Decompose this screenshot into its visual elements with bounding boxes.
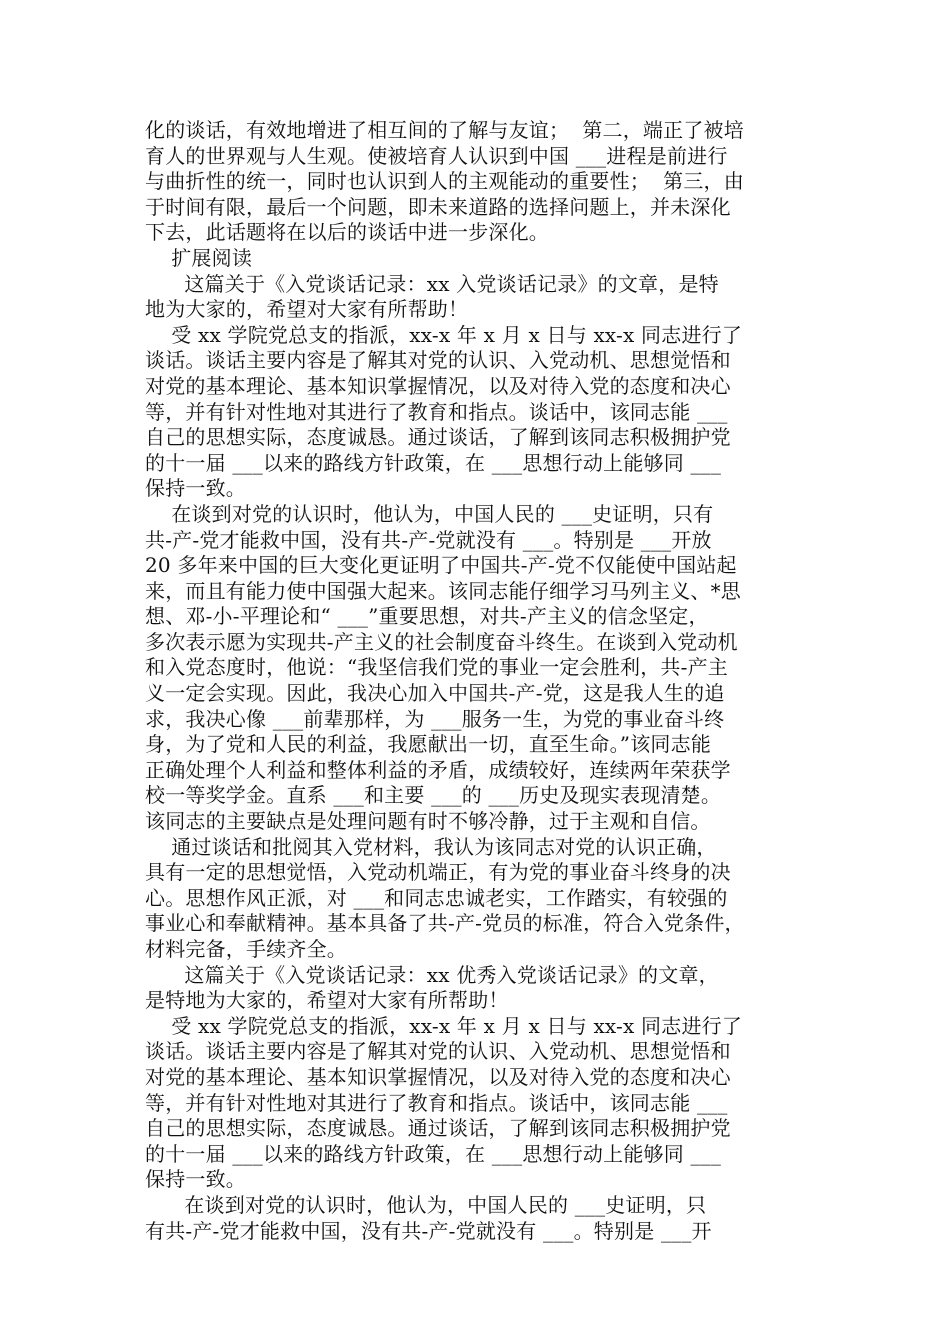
text-line: 校一等奖学金。直系 ___和主要 ___的 ___历史及现实表现清楚。 — [145, 783, 722, 808]
text-line: 通过谈话和批阅其入党材料，我认为该同志对党的认识正确， — [145, 834, 717, 859]
text-line: 谈话。谈话主要内容是了解其对党的认识、入党动机、思想觉悟和 — [145, 1039, 731, 1064]
text-line: 心。思想作风正派，对 ___和同志忠诚老实，工作踏实，有较强的 — [145, 885, 728, 910]
text-line: 求，我决心像 ___前辈那样，为 ___服务一生，为党的事业奋斗终 — [145, 706, 725, 731]
text-line: 身，为了党和人民的利益，我愿献出一切，直至生命。”该同志能 — [145, 732, 712, 757]
text-line: 育人的世界观与人生观。使被培育人认识到中国 ___进程是前进行 — [145, 143, 728, 168]
text-line: 受 xx 学院党总支的指派，xx-x 年 x 月 x 日与 xx-x 同志进行了 — [145, 1013, 743, 1038]
text-line: 的十一届 ___以来的路线方针政策，在 ___思想行动上能够同 ___ — [145, 1141, 722, 1166]
text-line: 正确处理个人利益和整体利益的矛盾，成绩较好，连续两年荣获学 — [145, 757, 731, 782]
text-line: 是特地为大家的，希望对大家有所帮助！ — [145, 988, 509, 1013]
text-line: 化的谈话，有效地增进了相互间的了解与友谊； 第二，端正了被培 — [145, 118, 744, 142]
text-line: 地为大家的，希望对大家有所帮助！ — [145, 297, 469, 322]
text-line: 于时间有限，最后一个问题，即未来道路的选择问题上，并未深化 — [145, 194, 731, 219]
text-line: 自己的思想实际，态度诚恳。通过谈话，了解到该同志积极拥护党 — [145, 1116, 731, 1141]
text-line: 等，并有针对性地对其进行了教育和指点。谈话中，该同志能 ___ — [145, 1090, 728, 1115]
text-line: 对党的基本理论、基本知识掌握情况，以及对待入党的态度和决心 — [145, 373, 731, 398]
text-line: 事业心和奉献精神。基本具备了共-产-党员的标准，符合入党条件， — [145, 911, 745, 936]
text-line: 等，并有针对性地对其进行了教育和指点。谈话中，该同志能 ___ — [145, 399, 728, 424]
text-line: 有共-产-党才能救中国，没有共-产-党就没有 ___。特别是 ___开 — [145, 1218, 712, 1243]
text-line: 和入党态度时，他说：“我坚信我们党的事业一定会胜利，共-产主 — [145, 655, 728, 680]
text-line: 自己的思想实际，态度诚恳。通过谈话，了解到该同志积极拥护党 — [145, 425, 731, 450]
text-line: 下去，此话题将在以后的谈话中进一步深化。 — [145, 220, 549, 245]
text-line: 在谈到对党的认识时，他认为，中国人民的 ___史证明，只 — [145, 1192, 707, 1217]
text-line: 这篇关于《入党谈话记录：xx 入党谈话记录》的文章，是特 — [145, 271, 719, 296]
text-line: 在谈到对党的认识时，他认为，中国人民的 ___史证明，只有 — [145, 501, 714, 526]
text-line: 扩展阅读 — [145, 245, 253, 270]
text-line: 共-产-党才能救中国，没有共-产-党就没有 ___。特别是 ___开放 — [145, 527, 712, 552]
text-line: 受 xx 学院党总支的指派，xx-x 年 x 月 x 日与 xx-x 同志进行了 — [145, 322, 743, 347]
text-line: 具有一定的思想觉悟，入党动机端正，有为党的事业奋斗终身的决 — [145, 860, 731, 885]
text-line: 义一定会实现。因此，我决心加入中国共-产-党，这是我人生的追 — [145, 681, 725, 706]
text-line: 来，而且有能力使中国强大起来。该同志能仔细学习马列主义、*思 — [145, 578, 741, 603]
text-line: 材料完备，手续齐全。 — [145, 937, 347, 961]
text-line: 20 多年来中国的巨大变化更证明了中国共-产-党不仅能使中国站起 — [145, 553, 737, 578]
text-line: 多次表示愿为实现共-产主义的社会制度奋斗终生。在谈到入党动机 — [145, 629, 738, 654]
text-line: 对党的基本理论、基本知识掌握情况，以及对待入党的态度和决心 — [145, 1064, 731, 1089]
text-line: 这篇关于《入党谈话记录：xx 优秀入党谈话记录》的文章， — [145, 962, 719, 987]
text-line: 保持一致。 — [145, 476, 246, 501]
text-line: 保持一致。 — [145, 1167, 246, 1192]
document-page — [145, 118, 813, 1244]
text-line: 想、邓-小-平理论和“ ___”重要思想，对共-产主义的信念坚定， — [145, 604, 709, 629]
text-line: 该同志的主要缺点是处理问题有时不够冷静，过于主观和自信。 — [145, 809, 711, 834]
text-line: 与曲折性的统一，同时也认识到人的主观能动的重要性； 第三，由 — [145, 169, 744, 194]
text-line: 的十一届 ___以来的路线方针政策，在 ___思想行动上能够同 ___ — [145, 450, 722, 475]
text-line: 谈话。谈话主要内容是了解其对党的认识、入党动机、思想觉悟和 — [145, 348, 731, 373]
